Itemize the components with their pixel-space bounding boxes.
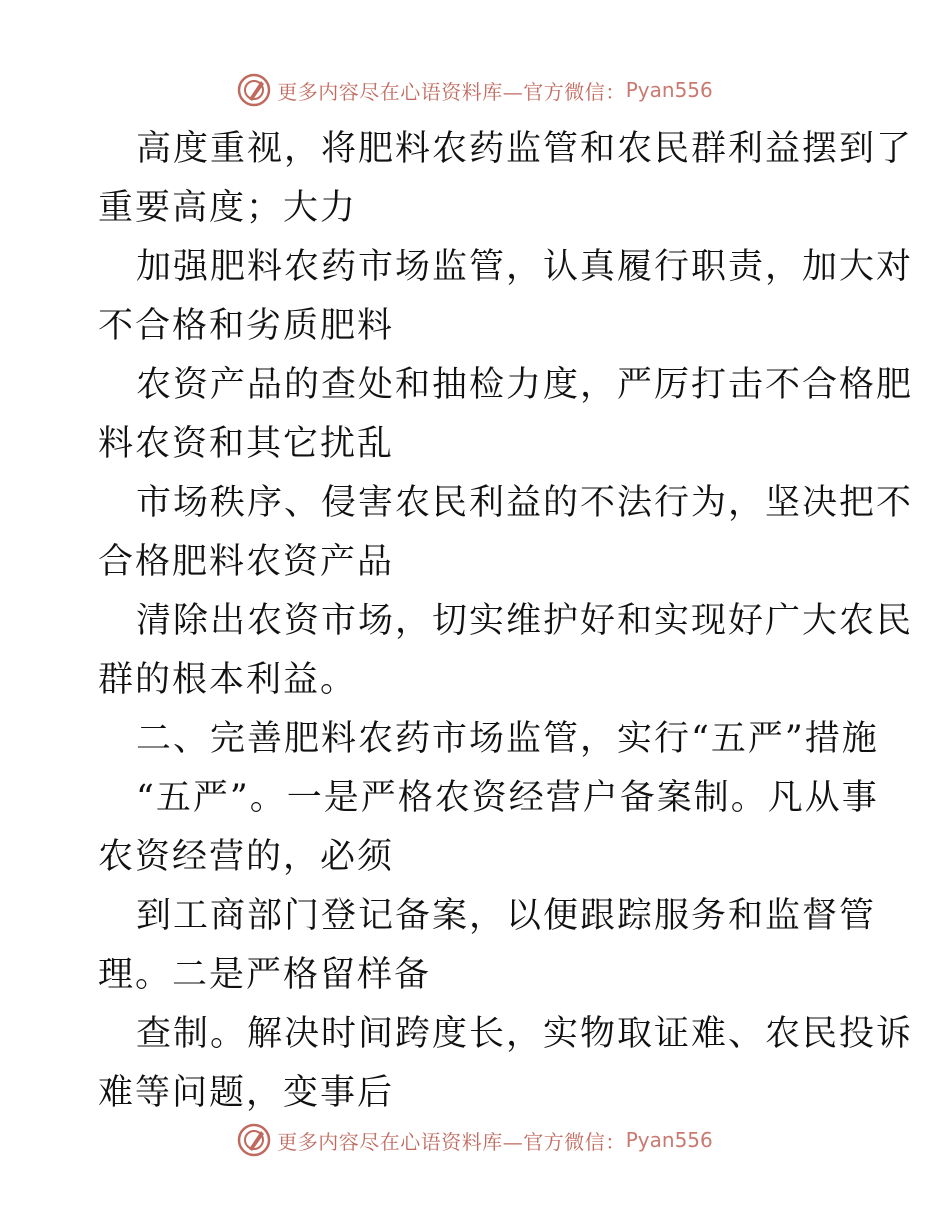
text-line: 到工商部门登记备案，以便跟踪服务和监督管 (136, 896, 877, 936)
text-line: “五严”。一是严格农资经营户备案制。凡从事 (136, 778, 879, 818)
banner-text: 更多内容尽在心语资料库—官方微信： (277, 1129, 626, 1154)
text-line: 市场秩序、侵害农民利益的不法行为，坚决把不 (136, 483, 914, 523)
text-line: 农资经营的，必须 (98, 837, 395, 877)
text-line: 加强肥料农药市场监管，认真履行职责，加大对 (136, 247, 914, 287)
logo-icon (237, 1123, 271, 1157)
banner-account: Pyan556 (625, 1128, 713, 1152)
text-line: 农资产品的查处和抽检力度，严厉打击不合格肥 (136, 365, 914, 405)
text-line: 理。二是严格留样备 (98, 955, 432, 995)
text-line: 群的根本利益。 (98, 660, 358, 700)
text-line: 高度重视，将肥料农药监管和农民群利益摆到了 (136, 129, 914, 169)
header-banner (0, 70, 950, 110)
footer-banner (0, 1120, 950, 1160)
text-line: 不合格和劣质肥料 (98, 306, 395, 346)
text-line: 清除出农资市场，切实维护好和实现好广大农民 (136, 601, 914, 641)
text-line: 难等问题，变事后 (98, 1073, 395, 1113)
text-line: 二、完善肥料农药市场监管，实行“五严”措施 (136, 719, 879, 759)
text-line: 料农资和其它扰乱 (98, 424, 395, 464)
logo-icon (237, 73, 271, 107)
banner-text: 更多内容尽在心语资料库—官方微信： (277, 79, 626, 104)
text-line: 查制。解决时间跨度长，实物取证难、农民投诉 (136, 1014, 914, 1054)
banner-account: Pyan556 (625, 78, 713, 102)
body-text (98, 120, 914, 1123)
text-line: 重要高度；大力 (98, 188, 358, 228)
text-line: 合格肥料农资产品 (98, 542, 395, 582)
